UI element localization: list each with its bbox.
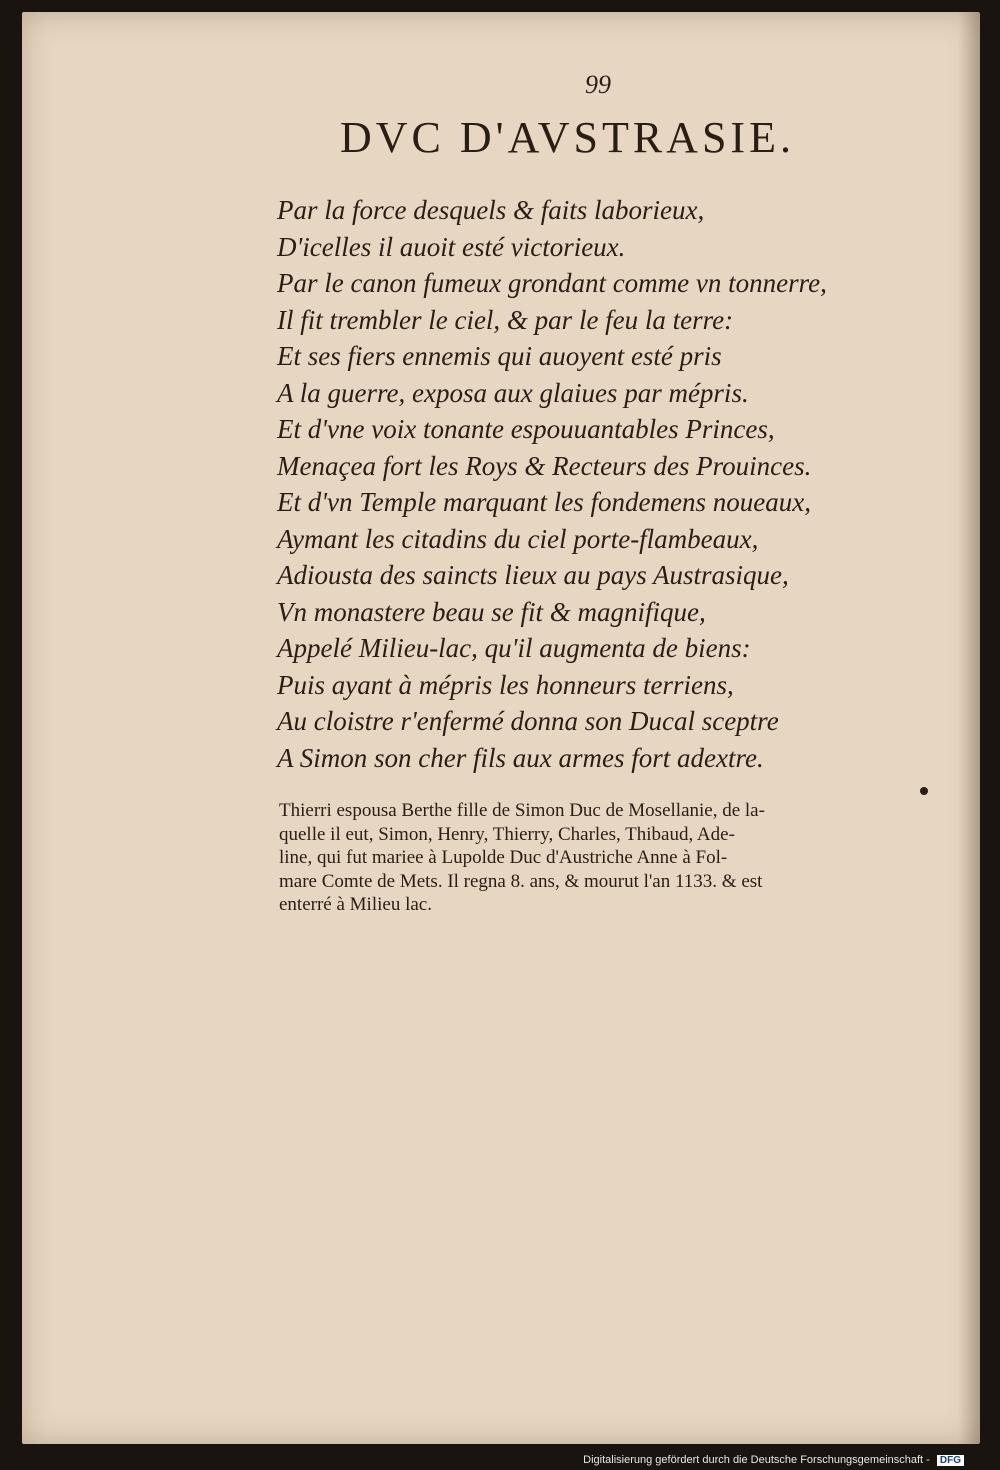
verse-line: Menaçea fort les Roys & Recteurs des Prouinces. — [277, 450, 812, 481]
verse-block — [277, 192, 977, 776]
verse-line: Appelé Milieu-lac, qu'il augmenta de biens: — [277, 633, 751, 663]
note-line: quelle il eut, Simon, Henry, Thierry, Charles, Thibaud, Ade- — [279, 823, 735, 845]
verse-line: Et d'vne voix tonante espouuantables Princes, — [277, 414, 775, 444]
note-line: mare Comte de Mets. Il regna 8. ans, & mourut l'an 1133. & est — [279, 870, 763, 892]
verse-line: Et d'vn Temple marquant les fondemens noueaux, — [277, 487, 811, 517]
book-page — [22, 12, 980, 1444]
verse-line: Aymant les citadins du ciel porte-flambeaux, — [277, 523, 759, 554]
note-line: Thierri espousa Berthe fille de Simon Duc de Mosellanie, de la- — [279, 800, 765, 821]
verse-line: Vn monastere beau se fit & magnifique, — [277, 596, 706, 627]
dfg-logo: DFG — [937, 1455, 964, 1466]
digitization-credit — [583, 1454, 964, 1466]
note-line: enterré à Milieu lac. — [279, 894, 432, 915]
note-line: line, qui fut mariee à Lupolde Duc d'Austriche Anne à Fol- — [279, 847, 728, 868]
page-number: 99 — [585, 70, 611, 99]
verse-line: Au cloistre r'enfermé donna son Ducal sceptre — [277, 706, 779, 736]
verse-line: Puis ayant à mépris les honneurs terriens, — [277, 669, 734, 700]
running-head: DVC D'AVSTRASIE. — [340, 113, 795, 162]
verse-line: A la guerre, exposa aux glaiues par mépris. — [277, 377, 749, 408]
verse-line: Adiousta des saincts lieux au pays Austrasique, — [277, 560, 789, 590]
credit-text: Digitalisierung gefördert durch die Deutsche Forschungsgemeinschaft - — [583, 1454, 930, 1466]
verse-line: Par le canon fumeux grondant comme vn tonnerre, — [277, 268, 827, 298]
ink-dot — [920, 787, 928, 795]
verse-line: Par la force desquels & faits laborieux, — [277, 195, 705, 225]
verse-line: A Simon son cher fils aux armes fort adextre. — [277, 742, 764, 773]
verse-line: Et ses fiers ennemis qui auoyent esté pris — [277, 341, 722, 371]
prose-note — [279, 799, 899, 917]
verse-line: Il fit trembler le ciel, & par le feu la terre: — [277, 304, 734, 335]
verse-line: D'icelles il auoit esté victorieux. — [277, 231, 626, 262]
